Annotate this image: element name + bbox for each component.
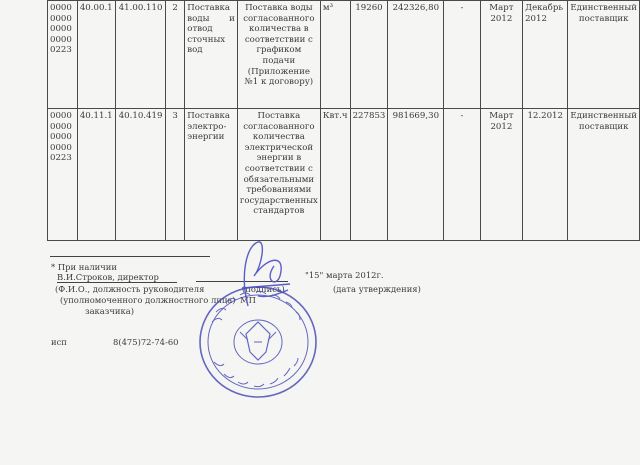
label-date: (дата утверждения) (333, 284, 421, 294)
label-customer: заказчика) (85, 306, 134, 316)
cell-end: 12.2012 (523, 109, 568, 241)
cell-lot: 2 (165, 1, 184, 109)
cell-subject: Поставка воды и отвод сточных вод (185, 1, 238, 109)
executor-phone: 8(475)72-74-60 (113, 337, 179, 347)
official-stamp (196, 282, 320, 402)
cell-okdp: 40.10.419 (116, 109, 165, 241)
label-fio: (Ф.И.О., должность руководителя (55, 284, 205, 294)
cell-start: Март 2012 (480, 1, 522, 109)
cell-requirements: Поставка согласованного количества электрической энергии в соответствии с обязательными требованиями государственных стандартов (237, 109, 320, 241)
cell-number: 0000 0000 0000 0000 0223 (48, 109, 78, 241)
executor-label: исп (51, 337, 67, 347)
cell-okved: 40.00.1 (77, 1, 116, 109)
cell-extra: - (444, 109, 480, 241)
cell-unit: Квт.ч (320, 109, 350, 241)
cell-unit: м³ (320, 1, 350, 109)
signer-name: В.И.Строков, директор (57, 272, 177, 283)
cell-extra: - (444, 1, 480, 109)
cell-method: Единственный поставщик (568, 1, 640, 109)
cell-method: Единственный поставщик (568, 109, 640, 241)
footnote-rule (50, 256, 210, 257)
footnote: * При наличии (51, 262, 117, 272)
cell-requirements: Поставка воды согласованного количества в соответствии с графиком подачи (Приложение №1 к договору) (237, 1, 320, 109)
cell-start: Март 2012 (480, 109, 522, 241)
cell-okdp: 41.00.110 (116, 1, 165, 109)
approval-date: "15" марта 2012г. (305, 270, 384, 280)
cell-lot: 3 (165, 109, 184, 241)
label-mp: МП (240, 295, 256, 305)
cell-number: 0000 0000 0000 0000 0223 (48, 1, 78, 109)
table-row (48, 109, 640, 241)
cell-price: 981669,30 (388, 109, 444, 241)
label-signature: (подпись) (242, 284, 285, 294)
label-authorized: (уполномоченного должностного лица) (60, 295, 236, 305)
table-row (48, 1, 640, 109)
cell-okved: 40.11.1 (77, 109, 116, 241)
procurement-table (47, 0, 640, 241)
cell-qty: 227853 (350, 109, 388, 241)
cell-subject: Поставка электро-энергии (185, 109, 238, 241)
cell-qty: 19260 (350, 1, 388, 109)
cell-price: 242326,80 (388, 1, 444, 109)
cell-end: Декабрь 2012 (523, 1, 568, 109)
